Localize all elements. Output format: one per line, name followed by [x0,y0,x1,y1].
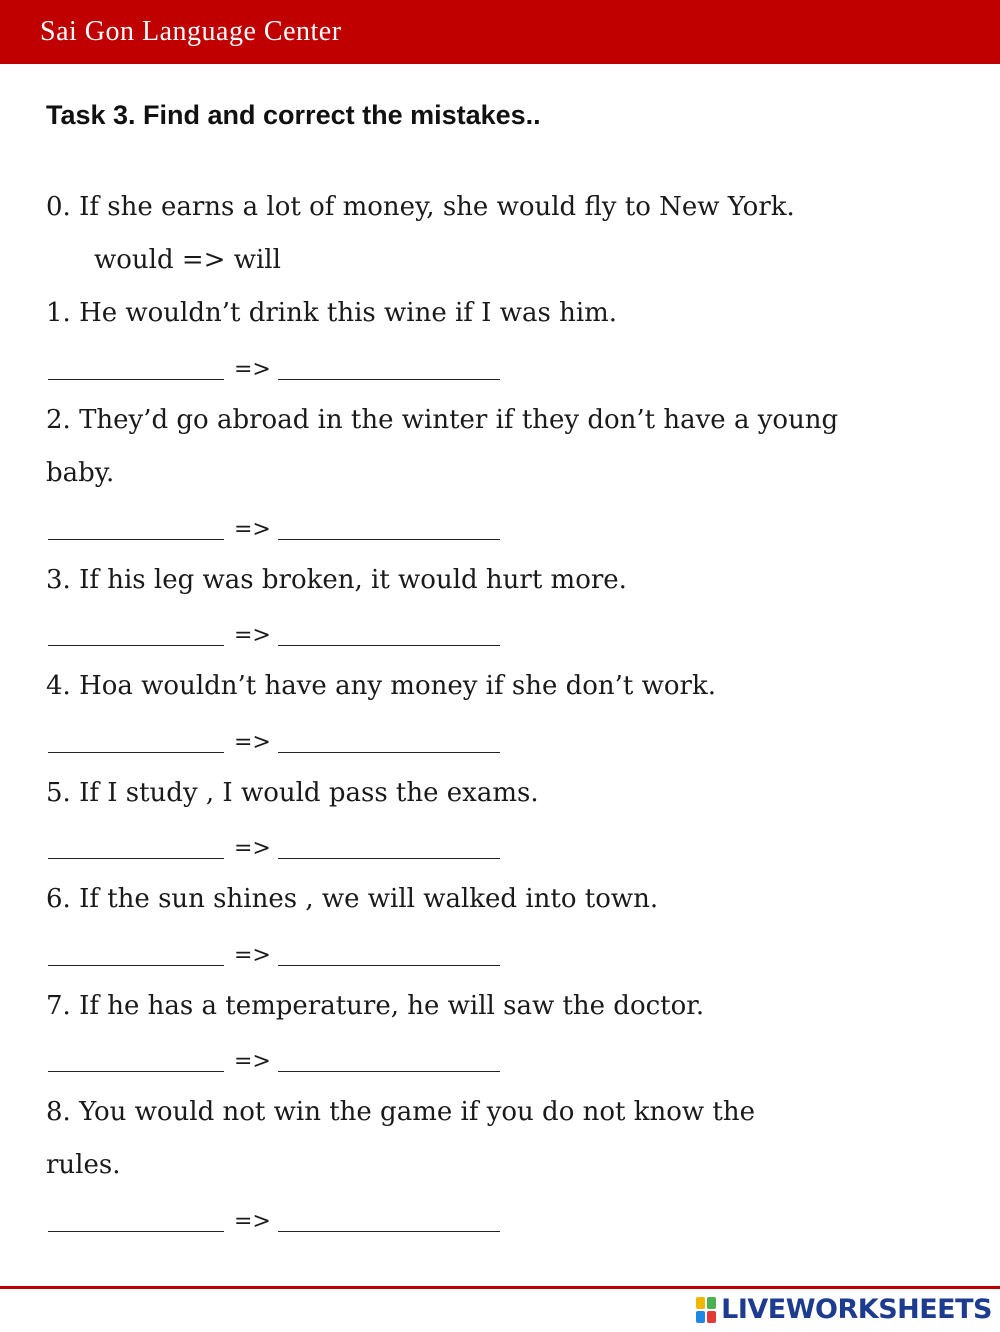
answer-4-correction-blank[interactable] [278,752,500,753]
answer-row-4 [46,725,506,755]
answer-1-correction-blank[interactable] [278,379,500,380]
arrow: => [234,730,271,755]
answer-6-mistake-blank[interactable] [48,965,224,966]
answer-3-mistake-blank[interactable] [48,645,224,646]
answer-3-correction-blank[interactable] [278,645,500,646]
example-sentence: 0. If she earns a lot of money, she would fly to New York. [46,192,795,222]
question-1: 1. He wouldn’t drink this wine if I was him. [46,298,618,328]
answer-5-mistake-blank[interactable] [48,858,224,859]
answer-7-correction-blank[interactable] [278,1071,500,1072]
arrow: => [234,623,271,648]
answer-6-correction-blank[interactable] [278,965,500,966]
question-2: 2. They’d go abroad in the winter if they don’t have a young [46,405,839,435]
question-8-continued: rules. [46,1150,121,1180]
arrow: => [234,357,271,382]
header-bar [0,0,1000,64]
liveworksheets-logo-icon [695,1296,717,1324]
arrow: => [234,1049,271,1074]
footer-rule [0,1286,1000,1289]
header-title: Sai Gon Language Center [40,16,342,47]
liveworksheets-logo [695,1294,992,1325]
question-6: 6. If the sun shines , we will walked into town. [46,884,659,914]
task-title: Task 3. Find and correct the mistakes.. [46,100,541,130]
question-2-continued: baby. [46,458,115,488]
question-5: 5. If I study , I would pass the exams. [46,778,539,808]
answer-row-7 [46,1044,506,1074]
answer-row-1 [46,352,506,382]
question-4: 4. Hoa wouldn’t have any money if she don’t work. [46,671,716,701]
answer-row-8 [46,1204,506,1234]
answer-row-5 [46,831,506,861]
answer-2-mistake-blank[interactable] [48,539,224,540]
answer-1-mistake-blank[interactable] [48,379,224,380]
answer-8-mistake-blank[interactable] [48,1231,224,1232]
answer-4-mistake-blank[interactable] [48,752,224,753]
question-7: 7. If he has a temperature, he will saw the doctor. [46,991,705,1021]
answer-5-correction-blank[interactable] [278,858,500,859]
answer-row-2 [46,512,506,542]
answer-row-6 [46,938,506,968]
example-correction: would => will [94,245,281,275]
arrow: => [234,1209,271,1234]
question-3: 3. If his leg was broken, it would hurt more. [46,565,627,595]
answer-7-mistake-blank[interactable] [48,1071,224,1072]
liveworksheets-logo-text: LIVEWORKSHEETS [721,1294,992,1325]
question-8: 8. You would not win the game if you do not know the [46,1097,755,1127]
answer-2-correction-blank[interactable] [278,539,500,540]
answer-8-correction-blank[interactable] [278,1231,500,1232]
arrow: => [234,517,271,542]
arrow: => [234,943,271,968]
answer-row-3 [46,618,506,648]
arrow: => [234,836,271,861]
